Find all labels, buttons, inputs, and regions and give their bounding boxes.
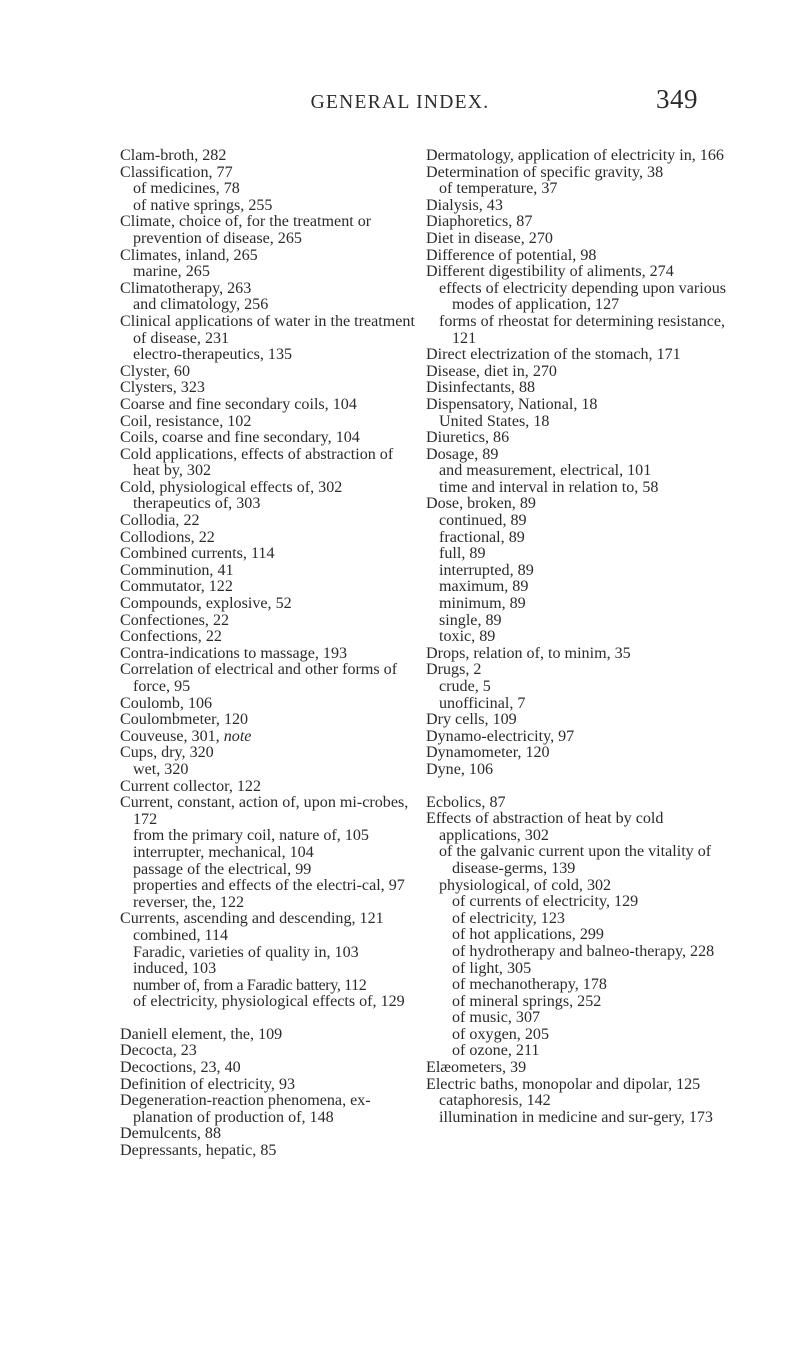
index-subentry (439, 414, 740, 431)
index-subentry (439, 563, 740, 580)
entry-text: Cold, physiological effects of, 302 (120, 478, 343, 496)
entry-text: Current, constant, action of, upon mi-crobes, 172 (120, 794, 409, 828)
entry-text: Coarse and fine secondary coils, 104 (120, 395, 357, 413)
entry-text: Clyster, 60 (120, 362, 190, 380)
entry-text: Coulombmeter, 120 (120, 711, 249, 729)
index-entry (120, 546, 416, 563)
index-subentry (133, 828, 416, 845)
entry-text: maximum, 89 (439, 578, 529, 596)
index-entry (120, 480, 416, 497)
entry-text: Climate, choice of, for the treatment or prevention of disease, 265 (120, 213, 372, 247)
entry-text: number of, from a Faradic battery, 112 (133, 976, 367, 994)
entry-text: Diuretics, 86 (426, 429, 510, 447)
index-subentry (439, 878, 740, 895)
entry-text: Decoctions, 23, 40 (120, 1059, 241, 1077)
index-subentry (133, 198, 416, 215)
entry-text: Demulcents, 88 (120, 1125, 222, 1143)
entry-text: Comminution, 41 (120, 561, 234, 579)
index-subentry (133, 878, 416, 895)
index-subentry (133, 264, 416, 281)
entry-text: physiological, of cold, 302 (439, 876, 612, 894)
index-subentry (439, 1110, 740, 1127)
entry-text: of electricity, physiological effects of, 129 (133, 993, 405, 1011)
index-entry (120, 629, 416, 646)
index-entry (120, 165, 416, 182)
index-entry (426, 762, 740, 779)
index-subentry (133, 994, 416, 1011)
entry-text: of mineral springs, 252 (452, 992, 602, 1010)
entry-text: fractional, 89 (439, 528, 525, 546)
index-entry (426, 811, 740, 844)
index-subentry (133, 347, 416, 364)
page-number: 349 (656, 84, 698, 114)
index-entry (426, 364, 740, 381)
index-entry (120, 530, 416, 547)
entry-text: United States, 18 (439, 412, 550, 430)
index-entry (120, 1126, 416, 1143)
entry-text: Combined currents, 114 (120, 545, 275, 563)
entry-text: passage of the electrical, 99 (133, 860, 312, 878)
entry-text: combined, 114 (133, 926, 229, 944)
entry-text: marine, 265 (133, 263, 210, 281)
entry-note: note (223, 727, 252, 745)
entry-text: reverser, the, 122 (133, 893, 245, 911)
index-entry (426, 380, 740, 397)
entry-text: Effects of abstraction of heat by cold applications, 302 (426, 810, 664, 844)
index-subentry (439, 679, 740, 696)
entry-text: of electricity, 123 (452, 909, 565, 927)
index-subentry (133, 845, 416, 862)
index-subentry (439, 613, 740, 630)
entry-text: Faradic, varieties of quality in, 103 (133, 943, 359, 961)
index-entry (120, 729, 416, 746)
entry-text: Cups, dry, 320 (120, 744, 214, 762)
index-subentry (439, 463, 740, 480)
entry-text: Dialysis, 43 (426, 196, 503, 214)
index-entry (120, 596, 416, 613)
index-entry (120, 214, 416, 247)
entry-text: Climates, inland, 265 (120, 246, 258, 264)
entry-text: Dyne, 106 (426, 760, 494, 778)
index-subentry (133, 928, 416, 945)
entry-text: of medicines, 78 (133, 180, 240, 198)
index-subentry (439, 530, 740, 547)
index-entry (426, 430, 740, 447)
index-entry (120, 1077, 416, 1094)
index-subentry (439, 629, 740, 646)
index-entry (120, 1043, 416, 1060)
index-subentry (439, 696, 740, 713)
index-subentry (439, 480, 740, 497)
index-entry (120, 1093, 416, 1126)
index-entry (120, 248, 416, 265)
entry-text: Different digestibility of aliments, 274 (426, 263, 674, 281)
entry-text: Daniell element, the, 109 (120, 1025, 283, 1043)
entry-text: time and interval in relation to, 58 (439, 478, 659, 496)
index-entry (120, 613, 416, 630)
index-subentry (439, 844, 740, 877)
entry-text: crude, 5 (439, 678, 491, 695)
entry-text: induced, 103 (133, 960, 217, 978)
index-subentry (439, 513, 740, 530)
index-subentry (133, 978, 416, 995)
index-entry (426, 1060, 740, 1077)
entry-text: of hot applications, 299 (452, 926, 604, 944)
entry-text: Dosage, 89 (426, 445, 499, 463)
index-entry (426, 214, 740, 231)
index-subentry (452, 944, 740, 961)
index-entry (120, 314, 416, 347)
index-subentry (439, 596, 740, 613)
entry-text: Diet in disease, 270 (426, 229, 553, 247)
entry-text: Clam-broth, 282 (120, 147, 227, 164)
index-entry (120, 447, 416, 480)
entry-text: Direct electrization of the stomach, 171 (426, 346, 681, 364)
index-entry (426, 347, 740, 364)
entry-text: Confectiones, 22 (120, 611, 230, 629)
index-entry (426, 1077, 740, 1094)
index-entry (426, 397, 740, 414)
index-entry (120, 1060, 416, 1077)
entry-text: Currents, ascending and descending, 121 (120, 910, 384, 928)
index-entry (120, 646, 416, 663)
entry-text: Diaphoretics, 87 (426, 213, 533, 231)
entry-text: Couveuse, 301, (120, 727, 224, 745)
index-subentry (439, 1093, 740, 1110)
index-columns (120, 148, 740, 1328)
entry-text: electro-therapeutics, 135 (133, 346, 293, 364)
index-entry (120, 1027, 416, 1044)
entry-text: Coils, coarse and fine secondary, 104 (120, 429, 360, 447)
index-subentry (439, 281, 740, 314)
index-subentry (452, 1043, 740, 1060)
index-entry (120, 1143, 416, 1160)
index-subentry (133, 945, 416, 962)
entry-text: Climatotherapy, 263 (120, 279, 252, 297)
running-head: GENERAL INDEX. (310, 92, 490, 113)
entry-text: Elæometers, 39 (426, 1059, 527, 1077)
entry-text: Dose, broken, 89 (426, 495, 536, 513)
index-subentry (439, 546, 740, 563)
entry-text: unofficinal, 7 (439, 694, 526, 712)
index-subentry (133, 496, 416, 513)
entry-text: Decocta, 23 (120, 1042, 197, 1060)
index-entry (426, 198, 740, 215)
entry-text: single, 89 (439, 611, 502, 629)
entry-text: Dynamo-electricity, 97 (426, 727, 575, 745)
right-column (426, 148, 740, 1126)
index-entry (426, 795, 740, 812)
entry-text: Disinfectants, 88 (426, 379, 536, 397)
entry-text: therapeutics of, 303 (133, 495, 261, 513)
index-entry (426, 264, 740, 281)
entry-text: of oxygen, 205 (452, 1025, 549, 1043)
entry-text: Dispensatory, National, 18 (426, 395, 598, 413)
entry-text: toxic, 89 (439, 628, 496, 646)
index-subentry (439, 314, 740, 347)
index-entry (120, 563, 416, 580)
index-entry (426, 148, 740, 165)
index-entry (120, 364, 416, 381)
entry-text: Disease, diet in, 270 (426, 362, 557, 380)
index-entry (120, 579, 416, 596)
entry-text: minimum, 89 (439, 595, 526, 613)
index-subentry (452, 961, 740, 978)
entry-text: of mechanotherapy, 178 (452, 976, 607, 994)
entry-text: full, 89 (439, 545, 486, 563)
index-subentry (452, 1027, 740, 1044)
index-entry (120, 662, 416, 695)
entry-text: Confections, 22 (120, 628, 222, 646)
index-subentry (133, 895, 416, 912)
index-subentry (452, 911, 740, 928)
index-subentry (439, 181, 740, 198)
index-entry (426, 447, 740, 464)
entry-text: Collodia, 22 (120, 512, 200, 530)
entry-text: Collodions, 22 (120, 528, 215, 546)
entry-text: Dermatology, application of electricity in, 166 (426, 147, 724, 164)
entry-text: Dry cells, 109 (426, 711, 517, 729)
index-entry (120, 911, 416, 928)
entry-text: Coulomb, 106 (120, 694, 213, 712)
entry-text: illumination in medicine and sur-gery, 173 (439, 1108, 713, 1126)
entry-text: forms of rheostat for determining resistance, 121 (439, 312, 726, 347)
entry-text: and measurement, electrical, 101 (439, 462, 652, 480)
index-entry (426, 496, 740, 513)
entry-text: Drops, relation of, to minim, 35 (426, 644, 631, 662)
entry-text: Contra-indications to massage, 193 (120, 644, 348, 662)
index-entry (120, 712, 416, 729)
index-entry (120, 795, 416, 828)
entry-text: of music, 307 (452, 1009, 541, 1027)
entry-text: interrupted, 89 (439, 561, 534, 579)
entry-text: of light, 305 (452, 959, 532, 977)
index-subentry (133, 181, 416, 198)
index-entry (426, 248, 740, 265)
index-entry (426, 712, 740, 729)
entry-text: Dynamometer, 120 (426, 744, 550, 762)
index-subentry (452, 927, 740, 944)
entry-text: Difference of potential, 98 (426, 246, 597, 264)
entry-text: Ecbolics, 87 (426, 793, 506, 811)
index-entry (120, 513, 416, 530)
entry-text: Clysters, 323 (120, 379, 205, 397)
index-subentry (133, 762, 416, 779)
entry-text: of ozone, 211 (452, 1042, 540, 1060)
entry-text: Degeneration-reaction phenomena, ex-planation of production of, 148 (120, 1092, 371, 1126)
index-subentry (452, 894, 740, 911)
index-entry (120, 779, 416, 796)
entry-text: Commutator, 122 (120, 578, 233, 596)
index-entry (120, 414, 416, 431)
index-entry (426, 662, 740, 679)
index-entry (120, 281, 416, 298)
index-entry (120, 380, 416, 397)
entry-text: wet, 320 (133, 760, 189, 778)
entry-text: Classification, 77 (120, 163, 233, 181)
index-entry (426, 745, 740, 762)
index-entry (120, 745, 416, 762)
index-entry (120, 148, 416, 165)
index-subentry (133, 862, 416, 879)
index-entry (120, 430, 416, 447)
entry-text: Compounds, explosive, 52 (120, 595, 292, 613)
index-subentry (439, 579, 740, 596)
entry-text: Definition of electricity, 93 (120, 1075, 296, 1093)
index-subentry (452, 977, 740, 994)
left-column (120, 148, 416, 1160)
index-subentry (133, 961, 416, 978)
index-entry (426, 729, 740, 746)
entry-text: cataphoresis, 142 (439, 1092, 551, 1110)
entry-text: properties and effects of the electri-cal, 97 (133, 877, 405, 895)
entry-text: of hydrotherapy and balneo-therapy, 228 (452, 942, 715, 960)
entry-text: of native springs, 255 (133, 196, 273, 214)
entry-text: Cold applications, effects of abstraction of heat by, 302 (120, 445, 394, 480)
entry-text: Depressants, hepatic, 85 (120, 1142, 277, 1160)
entry-text: of the galvanic current upon the vitality of disease-germs, 139 (439, 843, 712, 877)
index-subentry (452, 1010, 740, 1027)
entry-text: Determination of specific gravity, 38 (426, 163, 664, 181)
entry-text: effects of electricity depending upon various modes of application, 127 (439, 279, 727, 314)
entry-text: Clinical applications of water in the treatment of disease, 231 (120, 312, 415, 347)
entry-text: continued, 89 (439, 512, 527, 530)
index-subentry (452, 994, 740, 1011)
entry-text: Current collector, 122 (120, 777, 262, 795)
entry-text: from the primary coil, nature of, 105 (133, 827, 369, 845)
entry-text: Drugs, 2 (426, 661, 482, 679)
index-entry (120, 696, 416, 713)
entry-text: of temperature, 37 (439, 180, 558, 198)
entry-text: Correlation of electrical and other forms of force, 95 (120, 661, 398, 695)
index-entry (426, 646, 740, 663)
index-entry (426, 165, 740, 182)
index-entry (120, 397, 416, 414)
index-subentry (133, 297, 416, 314)
entry-text: interrupter, mechanical, 104 (133, 843, 314, 861)
entry-text: of currents of electricity, 129 (452, 893, 639, 911)
index-entry (426, 231, 740, 248)
entry-text: Electric baths, monopolar and dipolar, 125 (426, 1075, 701, 1093)
entry-text: Coil, resistance, 102 (120, 412, 252, 430)
entry-text: and climatology, 256 (133, 296, 269, 314)
